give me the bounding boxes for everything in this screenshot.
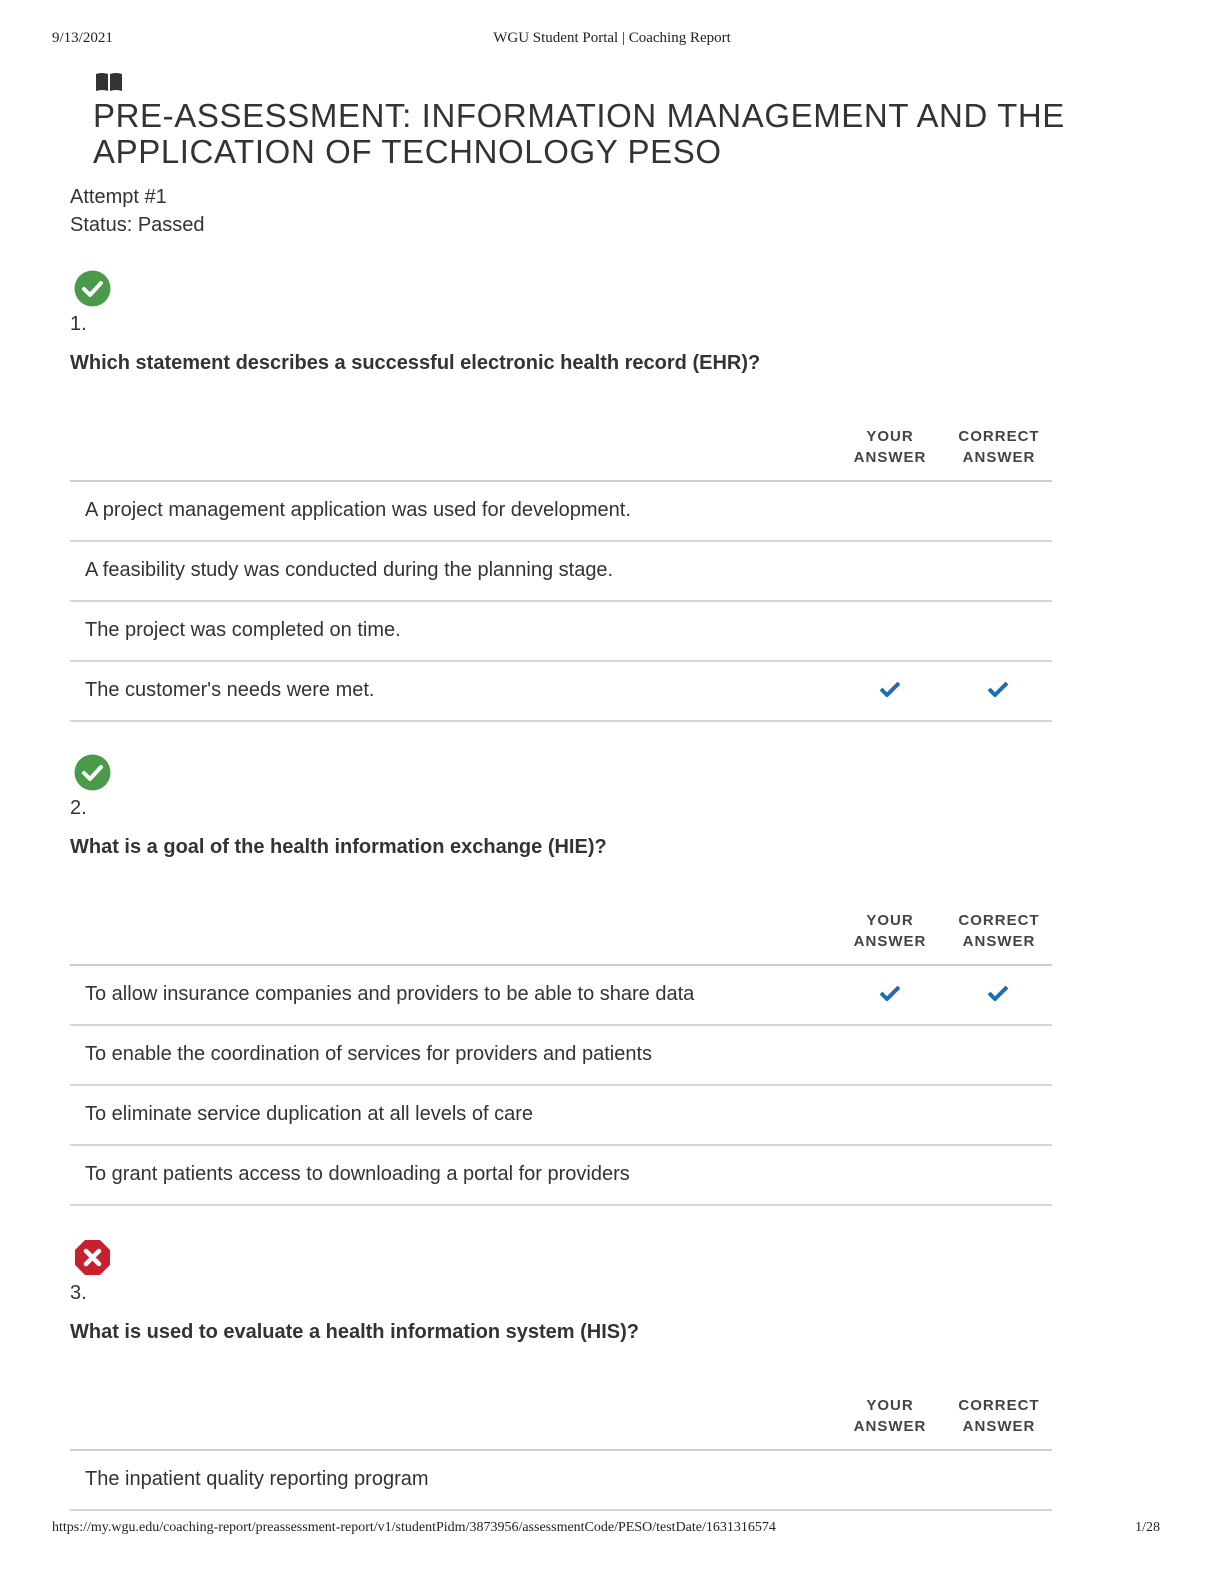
question-text: Which statement describes a successful electronic health record (EHR)? — [70, 352, 761, 374]
your-answer-check-icon — [880, 985, 900, 1001]
table-header — [70, 1391, 1052, 1451]
print-date: 9/13/2021 — [52, 30, 113, 46]
attempt-status: Status: Passed — [70, 214, 205, 236]
correct-answer-header: CORRECT ANSWER — [958, 912, 1040, 950]
question-text: What is a goal of the health information exchange (HIE)? — [70, 836, 607, 858]
your-answer-header: YOUR ANSWER — [853, 1397, 927, 1435]
answer-row — [70, 662, 1052, 722]
page-url: https://my.wgu.edu/coaching-report/preassessment-report/v1/studentPidm/3873956/assessmentCode/PESO/testDate/1631316574 — [52, 1520, 776, 1535]
answer-row — [70, 542, 1052, 602]
book-icon — [95, 72, 123, 92]
option-text: To grant patients access to downloading a portal for providers — [85, 1163, 630, 1185]
answer-row — [70, 1451, 1052, 1511]
answer-row — [70, 482, 1052, 542]
option-text: To allow insurance companies and providers to be able to share data — [85, 983, 695, 1005]
page-number: 1/28 — [1135, 1520, 1160, 1535]
answer-table — [70, 1391, 1052, 1511]
attempt-number: Attempt #1 — [70, 186, 167, 208]
attempt-info — [70, 183, 205, 239]
option-text: To eliminate service duplication at all levels of care — [85, 1103, 533, 1125]
option-text: The project was completed on time. — [85, 619, 401, 641]
correct-answer-header: CORRECT ANSWER — [958, 1397, 1040, 1435]
your-answer-check-icon — [880, 681, 900, 697]
answer-row — [70, 602, 1052, 662]
option-text: The customer's needs were met. — [85, 679, 375, 701]
question-number: 2. — [70, 797, 87, 819]
your-answer-header: YOUR ANSWER — [853, 912, 927, 950]
option-text: The inpatient quality reporting program — [85, 1468, 429, 1490]
table-header — [70, 422, 1052, 482]
answer-row — [70, 966, 1052, 1026]
page-title: PRE-ASSESSMENT: INFORMATION MANAGEMENT AND THE APPLICATION OF TECHNOLOGY PESO — [93, 97, 1065, 170]
answer-row — [70, 1026, 1052, 1086]
your-answer-header: YOUR ANSWER — [853, 428, 927, 466]
print-document-title: WGU Student Portal | Coaching Report — [493, 30, 731, 46]
question-text: What is used to evaluate a health information system (HIS)? — [70, 1321, 639, 1343]
option-text: A feasibility study was conducted during the planning stage. — [85, 559, 614, 581]
print-footer — [52, 1520, 1160, 1540]
answer-row — [70, 1146, 1052, 1206]
question-number: 3. — [70, 1282, 87, 1304]
correct-check-icon — [74, 754, 111, 791]
correct-answer-check-icon — [988, 681, 1008, 697]
correct-answer-check-icon — [988, 985, 1008, 1001]
option-text: To enable the coordination of services for providers and patients — [85, 1043, 653, 1065]
answer-table — [70, 906, 1052, 1206]
answer-table — [70, 422, 1052, 722]
question-number: 1. — [70, 313, 87, 335]
incorrect-x-icon — [74, 1239, 111, 1276]
print-header — [52, 30, 1172, 50]
correct-check-icon — [74, 270, 111, 307]
answer-row — [70, 1086, 1052, 1146]
correct-answer-header: CORRECT ANSWER — [958, 428, 1040, 466]
option-text: A project management application was used for development. — [85, 499, 631, 521]
table-header — [70, 906, 1052, 966]
